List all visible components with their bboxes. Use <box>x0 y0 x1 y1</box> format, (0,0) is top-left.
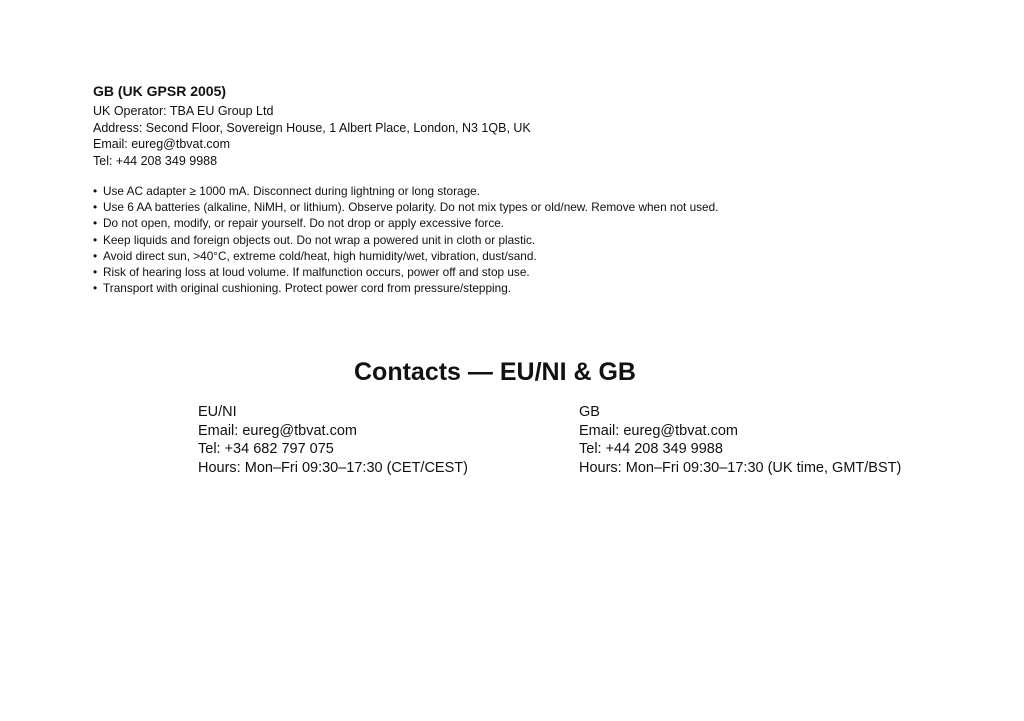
eu-ni-hours: Hours: Mon–Fri 09:30–17:30 (CET/CEST) <box>198 460 468 477</box>
safety-warnings-list <box>93 183 793 296</box>
eu-ni-tel: Tel: +34 682 797 075 <box>198 441 334 458</box>
warning-text: Transport with original cushioning. Protect power cord from pressure/stepping. <box>103 281 512 296</box>
eu-ni-email: Email: eureg@tbvat.com <box>198 422 357 439</box>
gb-compliance-section <box>93 82 793 169</box>
bullet-icon: • <box>93 281 98 296</box>
bullet-icon: • <box>93 200 98 215</box>
warning-item <box>93 215 793 231</box>
contacts-title: Contacts — EU/NI & GB <box>354 358 636 386</box>
warning-item <box>93 199 793 215</box>
warning-text: Keep liquids and foreign objects out. Do not wrap a powered unit in cloth or plastic. <box>103 232 536 247</box>
gb-contact-tel: Tel: +44 208 349 9988 <box>579 441 723 458</box>
warning-item <box>93 248 793 264</box>
bullet-icon: • <box>93 265 98 280</box>
warning-text: Risk of hearing loss at loud volume. If malfunction occurs, power off and stop use. <box>103 265 530 280</box>
gb-address: Address: Second Floor, Sovereign House, 1 Albert Place, London, N3 1QB, UK <box>93 120 531 135</box>
gb-contact-email: Email: eureg@tbvat.com <box>579 422 738 439</box>
gb-section-title: GB (UK GPSR 2005) <box>93 83 227 99</box>
gb-hours: Hours: Mon–Fri 09:30–17:30 (UK time, GMT/BST) <box>579 460 902 477</box>
bullet-icon: • <box>93 248 98 263</box>
gb-email: Email: eureg@tbvat.com <box>93 137 231 151</box>
gb-heading: GB <box>579 404 600 420</box>
gb-tel: Tel: +44 208 349 9988 <box>93 153 218 168</box>
warning-item <box>93 183 793 199</box>
gb-operator: UK Operator: TBA EU Group Ltd <box>93 104 274 118</box>
warning-item <box>93 280 793 296</box>
contact-column-gb <box>579 403 901 478</box>
bullet-icon: • <box>93 184 98 198</box>
bullet-icon: • <box>93 232 98 247</box>
eu-ni-heading: EU/NI <box>198 404 237 420</box>
warning-text: Use 6 AA batteries (alkaline, NiMH, or lithium). Observe polarity. Do not mix types or old/new. Remove when not used. <box>103 200 719 215</box>
warning-item <box>93 232 793 248</box>
warning-text: Use AC adapter ≥ 1000 mA. Disconnect during lightning or long storage. <box>103 184 480 198</box>
warning-text: Do not open, modify, or repair yourself. Do not drop or apply excessive force. <box>103 216 505 231</box>
warning-item <box>93 264 793 280</box>
bullet-icon: • <box>93 216 98 231</box>
warning-text: Avoid direct sun, >40°C, extreme cold/heat, high humidity/wet, vibration, dust/sand. <box>103 248 537 263</box>
contact-column-eu-ni <box>198 403 468 478</box>
